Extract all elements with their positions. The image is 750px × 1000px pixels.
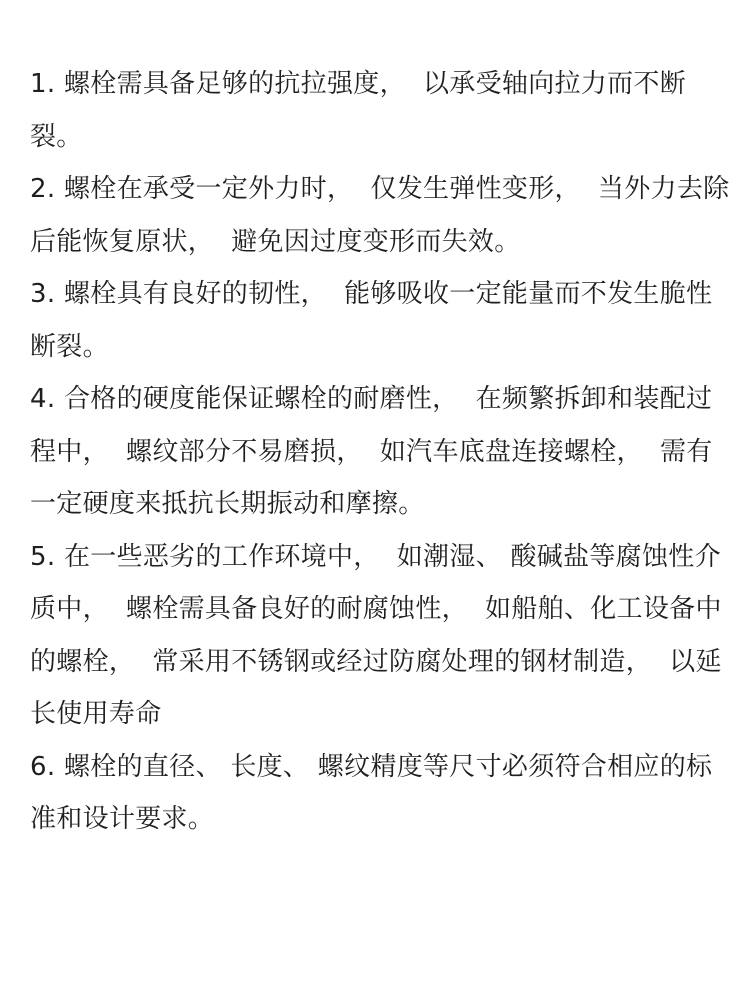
list-item-3: 3. 螺栓具有良好的韧性， 能够吸收一定能量而不发生脆性断裂。 <box>30 279 713 362</box>
list-item-4: 4. 合格的硬度能保证螺栓的耐磨性， 在频繁拆卸和装配过程中， 螺纹部分不易磨损， 如汽车底盘连接螺栓， 需有一定硬度来抵抗长期振动和摩擦。 <box>30 384 713 519</box>
list-item-1: 1. 螺栓需具备足够的抗拉强度， 以承受轴向拉力而不断裂。 <box>30 69 687 152</box>
list-item-2: 2. 螺栓在承受一定外力时， 仅发生弹性变形， 当外力去除后能恢复原状， 避免因过度变形而失效。 <box>30 174 730 257</box>
list-item-5: 5. 在一些恶劣的工作环境中， 如潮湿、 酸碱盐等腐蚀性介质中， 螺栓需具备良好的耐腐蚀性， 如船舶、化工设备中的螺栓， 常采用不锈钢或经过防腐处理的钢材制造， 以延长使用寿命 <box>30 541 722 729</box>
list-item-6: 6. 螺栓的直径、 长度、 螺纹精度等尺寸必须符合相应的标准和设计要求。 <box>30 751 713 834</box>
requirements-list <box>30 58 730 846</box>
